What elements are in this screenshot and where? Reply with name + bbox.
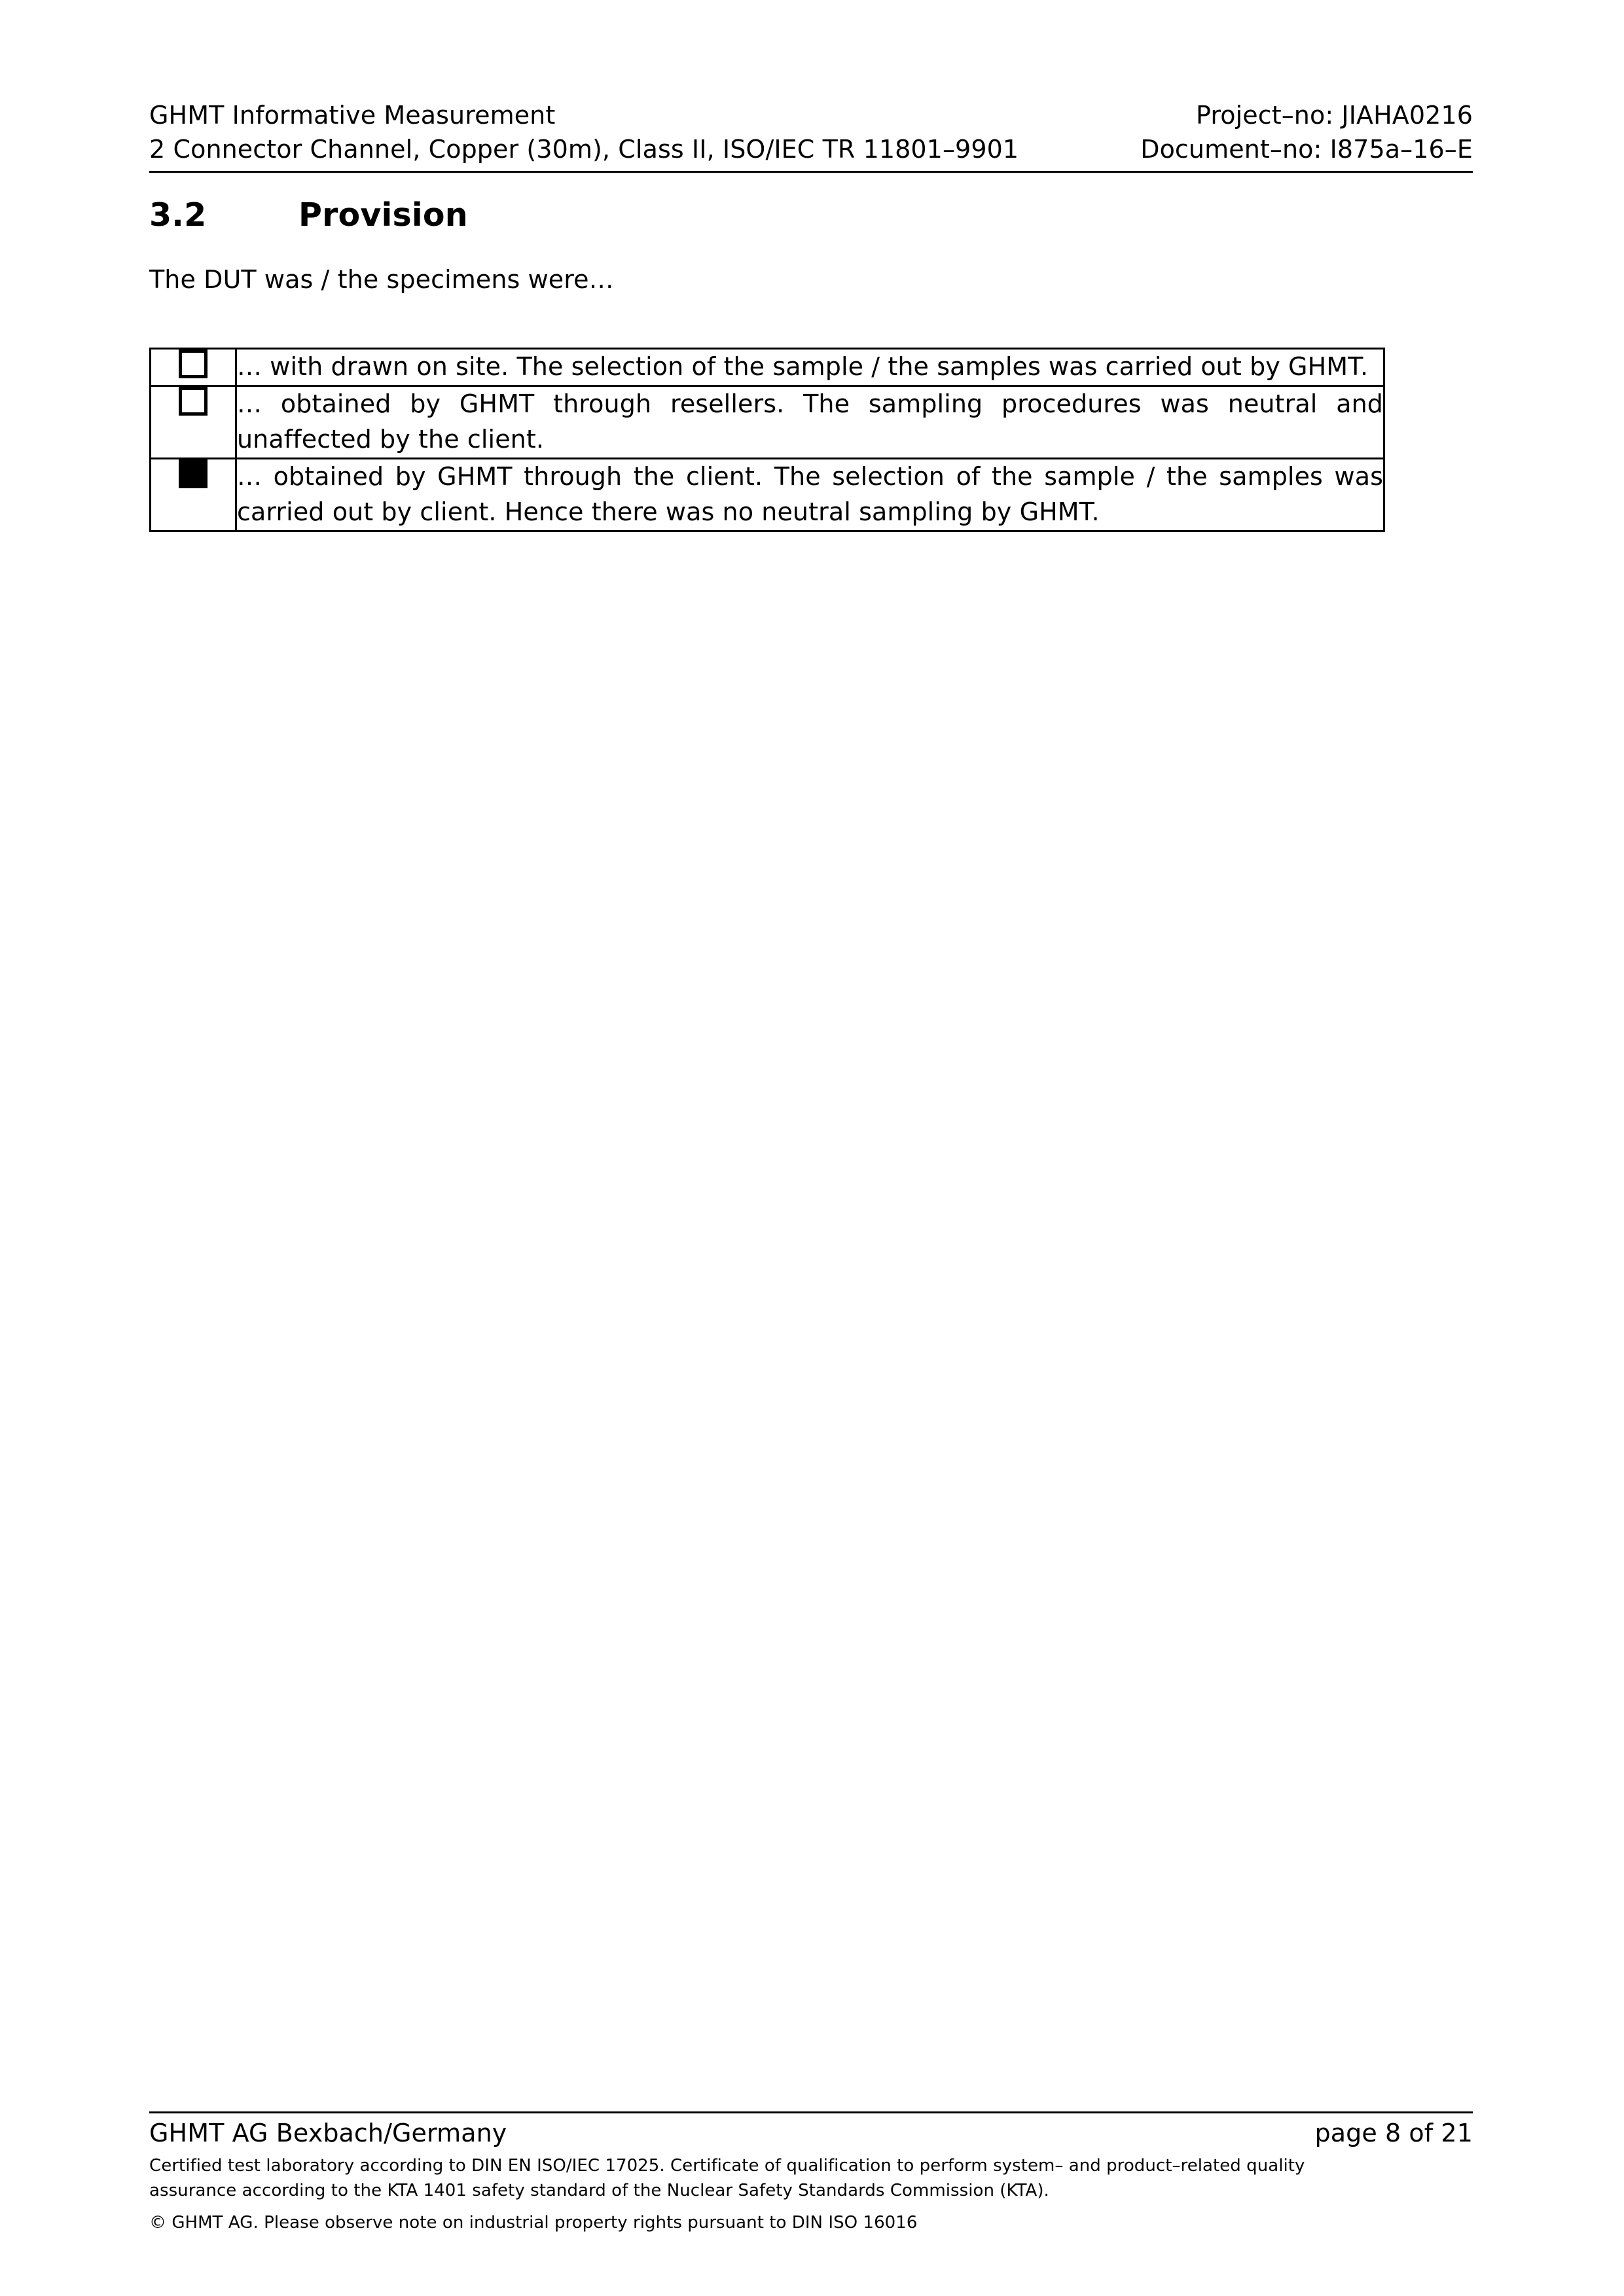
header-row-1 [149, 98, 1473, 132]
table-row [151, 348, 1384, 386]
checkbox-cell-1[interactable] [151, 348, 236, 386]
checkbox-icon[interactable] [179, 350, 208, 378]
header-project-no: Project–no: JIAHA0216 [1195, 101, 1473, 130]
document-footer [149, 2111, 1473, 2236]
option-text-2: … obtained by GHMT through resellers. The sampling procedures was neutral and unaffected by the client. [236, 386, 1384, 458]
page-title [149, 196, 1473, 234]
footer-company: GHMT AG Bexbach/Germany [149, 2118, 507, 2147]
checkbox-cell-3[interactable] [151, 458, 236, 531]
header-document-no: Document–no: I875a–16–E [1140, 135, 1473, 164]
checkbox-icon[interactable] [179, 387, 208, 416]
section-title: Provision [298, 196, 468, 234]
checkbox-checked-icon[interactable] [179, 459, 208, 488]
checkbox-cell-2[interactable] [151, 386, 236, 458]
footer-copyright: © GHMT AG. Please observe note on industrial property rights pursuant to DIN ISO 16016 [149, 2213, 918, 2233]
header-document-subtitle: 2 Connector Channel, Copper (30m), Class II, ISO/IEC TR 11801–9901 [149, 135, 1019, 164]
section-number: 3.2 [149, 196, 207, 234]
page-content [149, 98, 1473, 532]
footer-page-number: page 8 of 21 [1314, 2118, 1473, 2147]
provision-options-table [149, 348, 1385, 532]
footer-fine-print [149, 2154, 1473, 2236]
footer-divider [149, 2111, 1473, 2113]
footer-fine-line-1: Certified test laboratory according to DIN EN ISO/IEC 17025. Certificate of qualification to perform system– and product–related quality [149, 2155, 1305, 2176]
document-header [149, 98, 1473, 173]
option-text-3: … obtained by GHMT through the client. The selection of the sample / the samples was carried out by client. Hence there was no neutral sampling by GHMT. [236, 458, 1384, 531]
header-row-2 [149, 132, 1473, 166]
header-document-title: GHMT Informative Measurement [149, 101, 556, 130]
table-row [151, 386, 1384, 458]
section-intro-text: The DUT was / the specimens were… [149, 264, 614, 294]
table-row [151, 458, 1384, 531]
option-text-1: … with drawn on site. The selection of the sample / the samples was carried out by GHMT. [236, 348, 1384, 386]
footer-fine-line-2: assurance according to the KTA 1401 safety standard of the Nuclear Safety Standards Commission (KTA). [149, 2180, 1049, 2200]
footer-main-row [149, 2119, 1473, 2147]
